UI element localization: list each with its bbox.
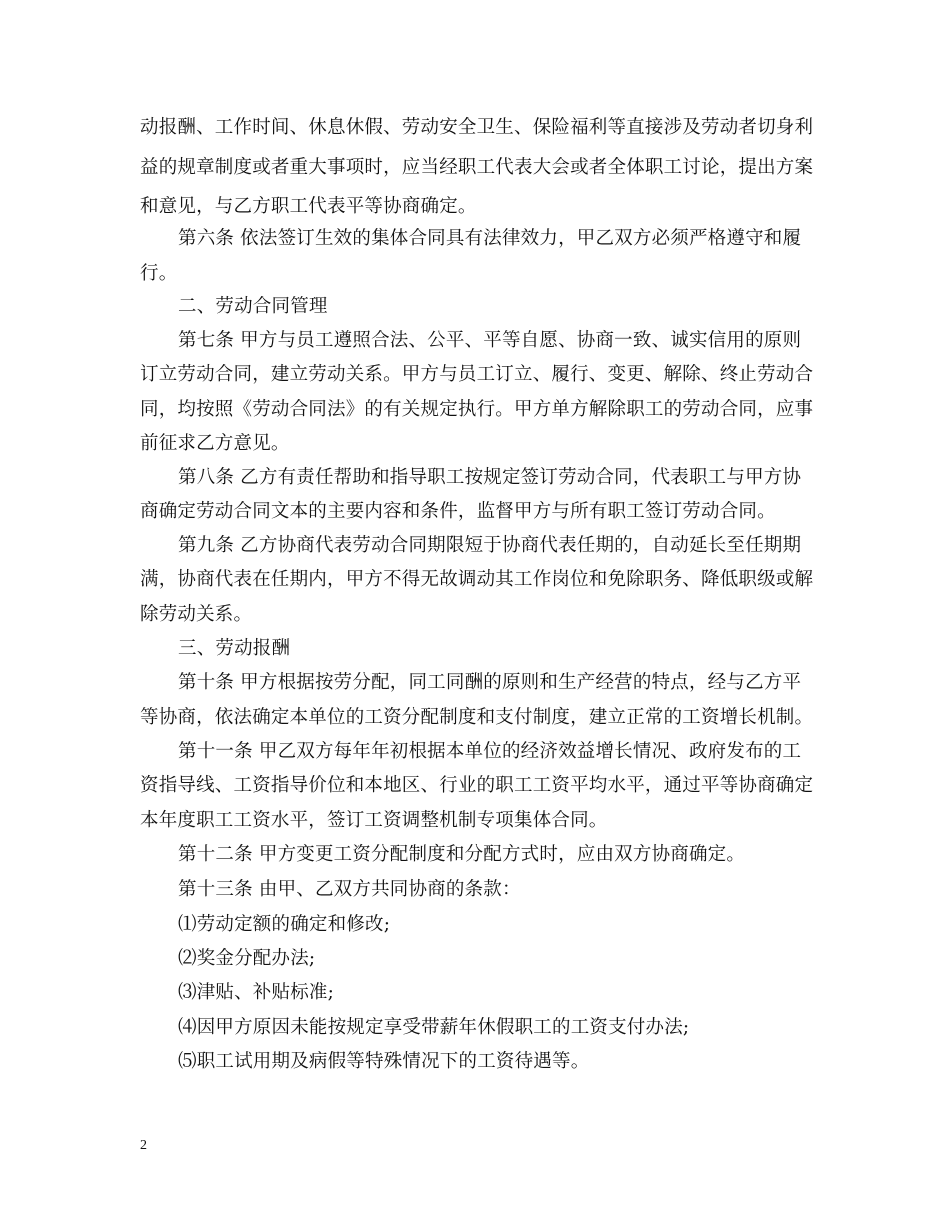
text-line: 行。 xyxy=(140,263,178,284)
text-line: 除劳动关系。 xyxy=(140,604,253,625)
text-line: 第十三条 由甲、乙双方共同协商的条款： xyxy=(178,879,521,900)
text-line: 第六条 依法签订生效的集体合同具有法律效力，甲乙双方必须严格遵守和履 xyxy=(178,228,802,249)
list-item: ⑷因甲方原因未能按规定享受带薪年休假职工的工资支付办法; xyxy=(178,1017,690,1038)
list-item: ⑶津贴、补贴标准; xyxy=(178,982,335,1003)
section-heading: 二、劳动合同管理 xyxy=(178,296,328,317)
text-line: 益的规章制度或者重大事项时，应当经职工代表大会或者全体职工讨论，提出方案 xyxy=(140,157,814,178)
text-line: 资指导线、工资指导价位和本地区、行业的职工工资平均水平，通过平等协商确定 xyxy=(140,775,814,796)
text-line: 等协商，依法确定本单位的工资分配制度和支付制度，建立正常的工资增长机制。 xyxy=(140,707,814,728)
text-line: 第八条 乙方有责任帮助和指导职工按规定签订劳动合同，代表职工与甲方协 xyxy=(178,467,802,488)
text-line: 第十条 甲方根据按劳分配，同工同酬的原则和生产经营的特点，经与乙方平 xyxy=(178,672,802,693)
list-item: ⑴劳动定额的确定和修改; xyxy=(178,914,391,935)
text-line: 订立劳动合同，建立劳动关系。甲方与员工订立、履行、变更、解除、终止劳动合 xyxy=(140,364,814,385)
text-line: 第十二条 甲方变更工资分配制度和分配方式时，应由双方协商确定。 xyxy=(178,844,746,865)
text-line: 和意见，与乙方职工代表平等协商确定。 xyxy=(140,196,477,217)
text-line: 满，协商代表在任期内，甲方不得无故调动其工作岗位和免除职务、降低职级或解 xyxy=(140,569,814,590)
list-item: ⑵奖金分配办法; xyxy=(178,948,316,969)
text-line: 第七条 甲方与员工遵照合法、公平、平等自愿、协商一致、诚实信用的原则 xyxy=(178,330,802,351)
text-line: 商确定劳动合同文本的主要内容和条件，监督甲方与所有职工签订劳动合同。 xyxy=(140,501,776,522)
text-line: 动报酬、工作时间、休息休假、劳动安全卫生、保险福利等直接涉及劳动者切身利 xyxy=(140,117,814,138)
page-number: 2 xyxy=(140,1138,147,1153)
text-line: 第十一条 甲乙双方每年年初根据本单位的经济效益增长情况、政府发布的工 xyxy=(178,741,802,762)
text-line: 第九条 乙方协商代表劳动合同期限短于协商代表任期的，自动延长至任期期 xyxy=(178,535,802,556)
section-heading: 三、劳动报酬 xyxy=(178,638,291,659)
text-line: 同，均按照《劳动合同法》的有关规定执行。甲方单方解除职工的劳动合同，应事 xyxy=(140,399,814,420)
text-line: 本年度职工工资水平，签订工资调整机制专项集体合同。 xyxy=(140,810,608,831)
list-item: ⑸职工试用期及病假等特殊情况下的工资待遇等。 xyxy=(178,1051,590,1072)
text-line: 前征求乙方意见。 xyxy=(140,433,290,454)
